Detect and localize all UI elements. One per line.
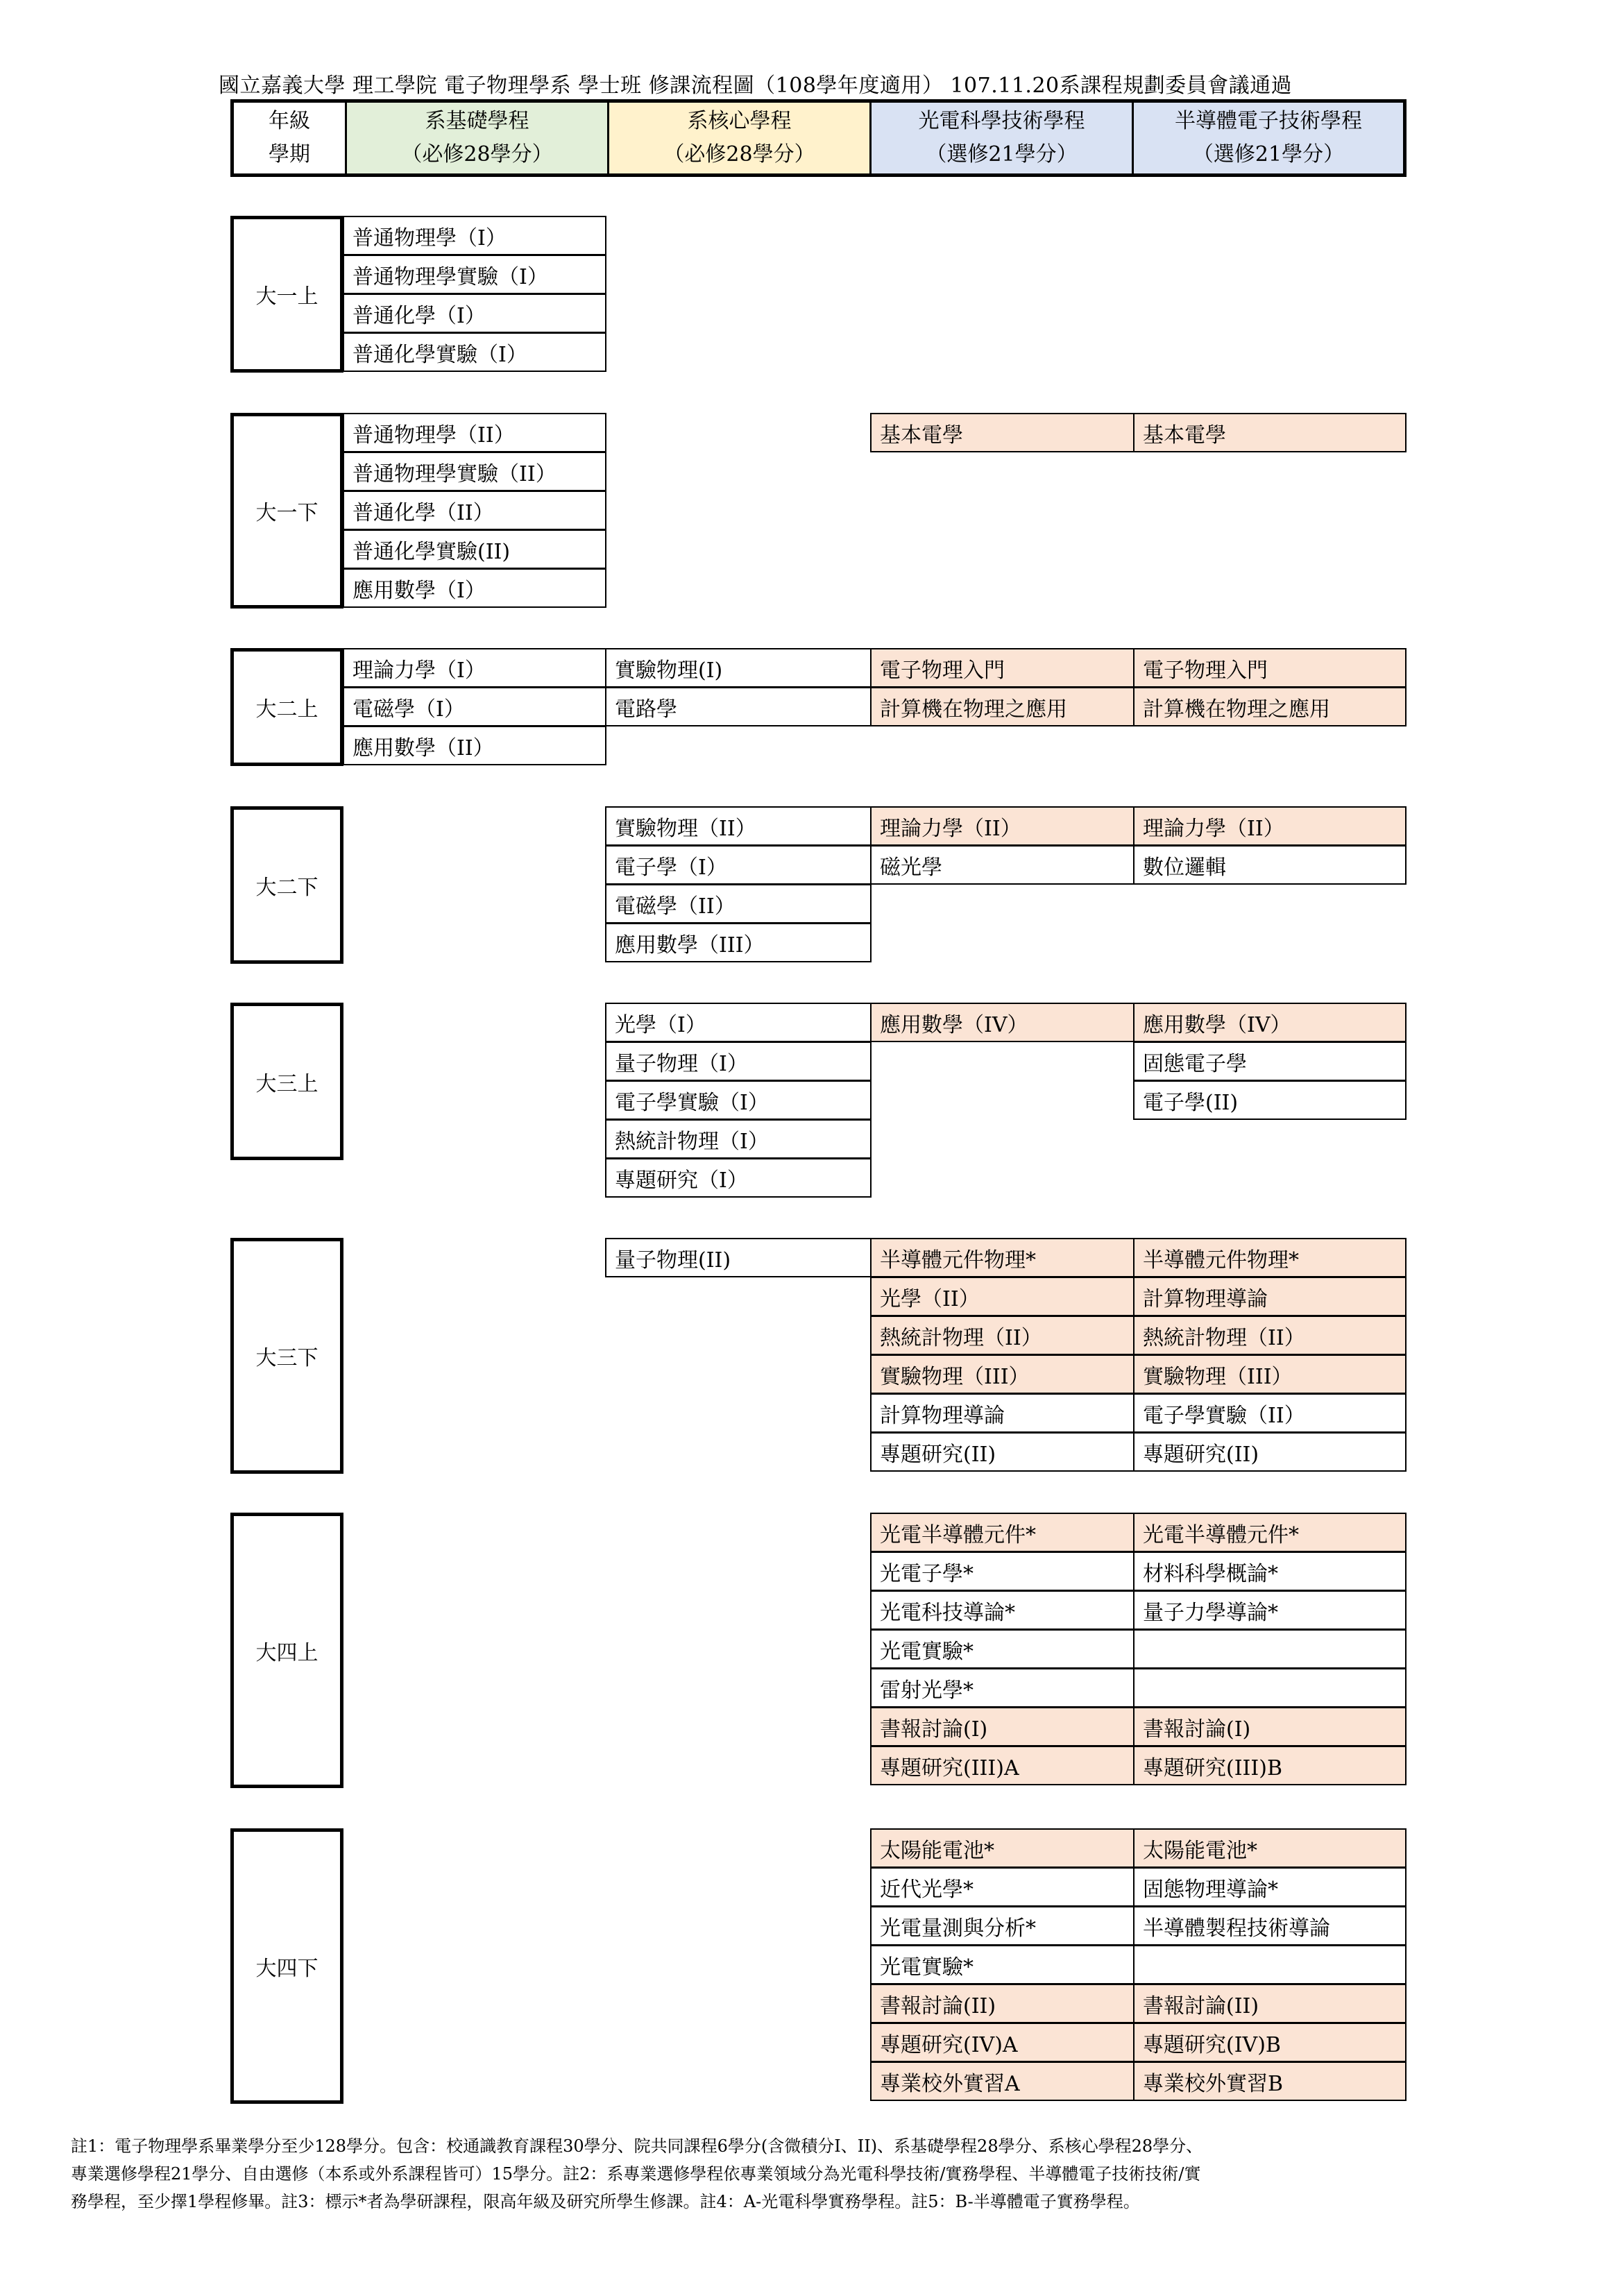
semi-course: 理論力學（II） bbox=[1133, 806, 1407, 846]
opto-course: 光電實驗* bbox=[870, 1945, 1135, 1984]
basic-course: 普通物理學實驗（I） bbox=[343, 255, 606, 294]
semi-course: 電子學實驗（II） bbox=[1133, 1393, 1407, 1433]
semi-course: 基本電學 bbox=[1133, 413, 1407, 452]
opto-course: 光電半導體元件* bbox=[870, 1513, 1135, 1552]
term-label: 大四上 bbox=[230, 1513, 343, 1788]
basic-course: 應用數學（II） bbox=[343, 726, 606, 765]
term-label: 大二下 bbox=[230, 806, 343, 964]
opto-course: 磁光學 bbox=[870, 845, 1135, 885]
opto-course: 電子物理入門 bbox=[870, 648, 1135, 688]
basic-course: 普通物理學實驗（II） bbox=[343, 452, 606, 491]
basic-course: 普通物理學（II） bbox=[343, 413, 606, 452]
header-term-col bbox=[234, 103, 345, 173]
semi-course: 書報討論(II) bbox=[1133, 1984, 1407, 2023]
semi-course: 半導體製程技術導論 bbox=[1133, 1906, 1407, 1946]
opto-course: 計算機在物理之應用 bbox=[870, 687, 1135, 726]
header-core-program bbox=[607, 103, 869, 173]
header-semester-label: 學期 bbox=[269, 142, 310, 167]
basic-course: 普通化學實驗(II) bbox=[343, 529, 606, 569]
semi-course: 電子物理入門 bbox=[1133, 648, 1407, 688]
semi-course: 計算機在物理之應用 bbox=[1133, 687, 1407, 726]
semi-course: 熱統計物理（II） bbox=[1133, 1316, 1407, 1355]
semi-course: 半導體元件物理* bbox=[1133, 1238, 1407, 1277]
header-grade-label: 年級 bbox=[269, 109, 310, 133]
footnote-line: 務學程，至少擇1學程修畢。註3：標示*者為學研課程，限高年級及研究所學生修課。註4：A-光電科學實務學程。註5：B-半導體電子實務學程。 bbox=[71, 2192, 1140, 2211]
opto-course: 專題研究(IV)A bbox=[870, 2023, 1135, 2062]
core-course: 熱統計物理（I） bbox=[605, 1119, 872, 1159]
opto-course: 光電子學* bbox=[870, 1551, 1135, 1591]
semi-course: 量子力學導論* bbox=[1133, 1590, 1407, 1630]
opto-course: 半導體元件物理* bbox=[870, 1238, 1135, 1277]
semi-course-empty bbox=[1133, 1668, 1407, 1708]
semi-course: 專題研究(II) bbox=[1133, 1432, 1407, 1472]
basic-course: 電磁學（I） bbox=[343, 687, 606, 726]
opto-course: 熱統計物理（II） bbox=[870, 1316, 1135, 1355]
header-semi-program bbox=[1132, 103, 1403, 173]
header-program-credits: （選修21學分） bbox=[1192, 142, 1345, 167]
core-course: 量子物理(II) bbox=[605, 1238, 872, 1277]
semi-course: 專業校外實習B bbox=[1133, 2061, 1407, 2101]
core-course: 實驗物理(I) bbox=[605, 648, 872, 688]
basic-course: 理論力學（I） bbox=[343, 648, 606, 688]
opto-course: 光電科技導論* bbox=[870, 1590, 1135, 1630]
semi-course: 專題研究(III)B bbox=[1133, 1746, 1407, 1785]
header-table bbox=[230, 99, 1407, 177]
core-course: 電子學（I） bbox=[605, 845, 872, 885]
term-label: 大三上 bbox=[230, 1003, 343, 1160]
core-course: 量子物理（I） bbox=[605, 1041, 872, 1081]
semi-course: 電子學(II) bbox=[1133, 1080, 1407, 1120]
footnotes bbox=[71, 2132, 1431, 2216]
semi-course-empty bbox=[1133, 1629, 1407, 1669]
header-program-name: 半導體電子技術學程 bbox=[1175, 109, 1362, 133]
header-program-credits: （選修21學分） bbox=[926, 142, 1078, 167]
basic-course: 應用數學（I） bbox=[343, 568, 606, 608]
basic-course: 普通物理學（I） bbox=[343, 216, 606, 255]
basic-course: 普通化學（II） bbox=[343, 491, 606, 530]
semi-course: 固態電子學 bbox=[1133, 1041, 1407, 1081]
opto-course: 專題研究(III)A bbox=[870, 1746, 1135, 1785]
semi-course: 數位邏輯 bbox=[1133, 845, 1407, 885]
semi-course: 光電半導體元件* bbox=[1133, 1513, 1407, 1552]
term-label: 大一下 bbox=[230, 413, 343, 609]
opto-course: 計算物理導論 bbox=[870, 1393, 1135, 1433]
header-program-name: 系核心學程 bbox=[687, 109, 792, 133]
semi-course: 材料科學概論* bbox=[1133, 1551, 1407, 1591]
semi-course: 專題研究(IV)B bbox=[1133, 2023, 1407, 2062]
opto-course: 專題研究(II) bbox=[870, 1432, 1135, 1472]
semi-course: 計算物理導論 bbox=[1133, 1277, 1407, 1316]
core-course: 光學（I） bbox=[605, 1003, 872, 1042]
basic-course: 普通化學（I） bbox=[343, 294, 606, 333]
opto-course: 近代光學* bbox=[870, 1867, 1135, 1907]
term-label: 大一上 bbox=[230, 216, 343, 373]
semi-course: 實驗物理（III） bbox=[1133, 1354, 1407, 1394]
core-course: 實驗物理（II） bbox=[605, 806, 872, 846]
opto-course: 基本電學 bbox=[870, 413, 1135, 452]
opto-course: 理論力學（II） bbox=[870, 806, 1135, 846]
header-program-credits: （必修28學分） bbox=[663, 142, 815, 167]
term-label: 大三下 bbox=[230, 1238, 343, 1474]
opto-course: 實驗物理（III） bbox=[870, 1354, 1135, 1394]
term-label: 大四下 bbox=[230, 1828, 343, 2104]
header-basic-program bbox=[345, 103, 607, 173]
opto-course: 書報討論(I) bbox=[870, 1707, 1135, 1746]
opto-course: 太陽能電池* bbox=[870, 1828, 1135, 1868]
opto-course: 書報討論(II) bbox=[870, 1984, 1135, 2023]
header-opto-program bbox=[869, 103, 1132, 173]
header-program-name: 光電科學技術學程 bbox=[918, 109, 1085, 133]
opto-course: 專業校外實習A bbox=[870, 2061, 1135, 2101]
core-course: 電子學實驗（I） bbox=[605, 1080, 872, 1120]
semi-course: 應用數學（IV） bbox=[1133, 1003, 1407, 1042]
opto-course: 應用數學（IV） bbox=[870, 1003, 1135, 1042]
header-program-credits: （必修28學分） bbox=[401, 142, 553, 167]
opto-course: 光電實驗* bbox=[870, 1629, 1135, 1669]
opto-course: 光電量測與分析* bbox=[870, 1906, 1135, 1946]
footnote-line: 專業選修學程21學分、自由選修（本系或外系課程皆可）15學分。註2：系專業選修學程依專業領域分為光電科學技術/實務學程、半導體電子技術技術/實 bbox=[71, 2164, 1201, 2184]
header-program-name: 系基礎學程 bbox=[425, 109, 529, 133]
semi-course: 固態物理導論* bbox=[1133, 1867, 1407, 1907]
semi-course: 太陽能電池* bbox=[1133, 1828, 1407, 1868]
semi-course-empty bbox=[1133, 1945, 1407, 1984]
basic-course: 普通化學實驗（I） bbox=[343, 332, 606, 372]
opto-course: 光學（II） bbox=[870, 1277, 1135, 1316]
core-course: 應用數學（III） bbox=[605, 923, 872, 962]
core-course: 電路學 bbox=[605, 687, 872, 726]
opto-course: 雷射光學* bbox=[870, 1668, 1135, 1708]
term-label: 大二上 bbox=[230, 648, 343, 766]
semi-course: 書報討論(I) bbox=[1133, 1707, 1407, 1746]
core-course: 專題研究（I） bbox=[605, 1158, 872, 1198]
core-course: 電磁學（II） bbox=[605, 884, 872, 924]
footnote-line: 註1：電子物理學系畢業學分至少128學分。包含：校通識教育課程30學分、院共同課程6學分(含微積分I、II)、系基礎學程28學分、系核心學程28學分、 bbox=[71, 2136, 1203, 2156]
page-title: 國立嘉義大學 理工學院 電子物理學系 學士班 修課流程圖（108學年度適用） 107.11.20系課程規劃委員會議通過 bbox=[219, 74, 1293, 98]
